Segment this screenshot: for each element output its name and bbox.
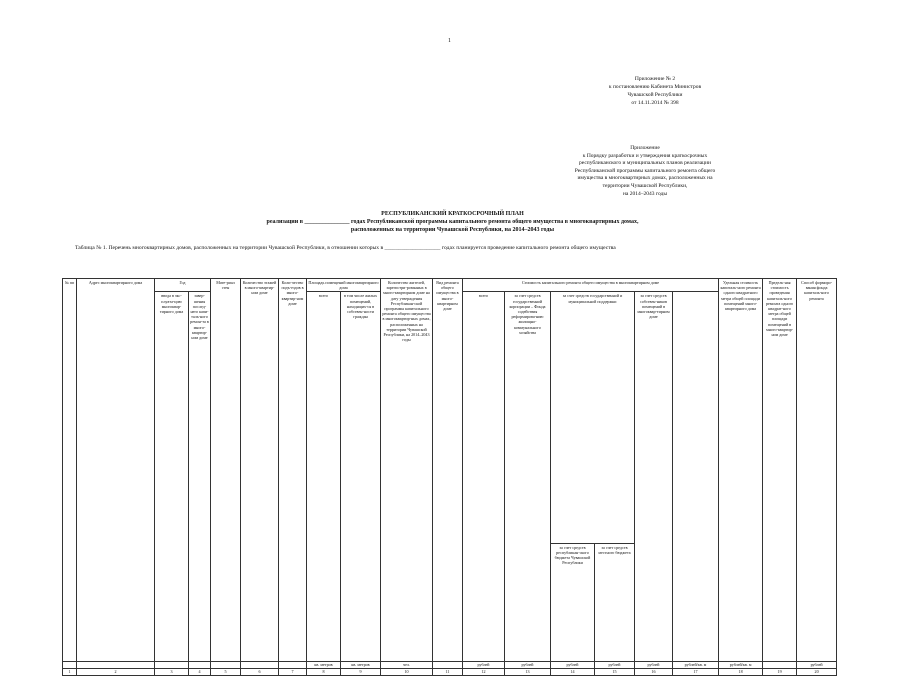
header-area-owned: в том числе жилых помещений, находящих-ся в собствен-ности граждан — [341, 292, 381, 661]
annex-line: Приложение № 2 — [634, 76, 676, 82]
page-number: 1 — [448, 38, 451, 44]
unit-cost-republic: рублей — [551, 661, 595, 668]
column-number: 13 — [505, 668, 551, 675]
header-area-total: всего — [307, 292, 341, 661]
appendix-line: имущества в многоквартирных домах, расположенных на — [577, 175, 713, 182]
header-cost-budgets: за счет средств государственной и муниципальной поддержки — [551, 292, 635, 543]
appendix-line: Приложение — [630, 145, 660, 151]
unit-unit-cost: рублей/кв. м — [673, 661, 719, 668]
unit-cell — [155, 661, 189, 668]
appendix-line: территории Чувашской Республики, — [602, 182, 688, 189]
annex-line: Чувашской Республики — [627, 92, 683, 98]
appendix-header — [540, 145, 750, 198]
unit-area-total: кв. метров — [307, 661, 341, 668]
header-repair-type: Вид ремонта общего имущества в много-квартирном доме — [433, 279, 463, 662]
unit-cell — [241, 661, 279, 668]
appendix-line: Республиканской программы капитального ремонта общего — [574, 167, 716, 174]
annex-line: от 14.11.2014 № 398 — [631, 100, 679, 106]
appendix-line: республиканского и муниципальных планов реализации — [579, 160, 711, 167]
header-no: № пп — [63, 279, 77, 662]
unit-cell — [189, 661, 211, 668]
unit-cost-total: рублей — [463, 661, 505, 668]
title-line-2: реализации в _______________ годах Республиканской программы капитального ремонта общего имущества в многоквартирных домах, — [266, 219, 639, 225]
unit-cell — [279, 661, 307, 668]
header-cost-republic-budget: за счет средств республикан-ского бюджета Чувашской Республики — [551, 543, 595, 661]
unit-max-cost: рублей/кв. м — [719, 661, 763, 668]
units-row — [63, 661, 837, 668]
column-number: 20 — [797, 668, 837, 675]
unit-cost-local: рублей — [595, 661, 635, 668]
header-entrances: Коли-чество подъ-ездов в много-квартир-ном доме — [279, 279, 307, 662]
column-number: 12 — [463, 668, 505, 675]
plan-table — [62, 278, 837, 676]
unit-cell — [77, 661, 155, 668]
column-number: 14 — [551, 668, 595, 675]
header-cost-fund: за счет средств государственной корпорации – Фонда содействия реформирова-нию жилищно-коммунального хозяйства — [505, 292, 551, 661]
column-number: 10 — [381, 668, 433, 675]
header-address: Адрес многоквартирного дома — [77, 279, 155, 662]
column-number: 3 — [155, 668, 189, 675]
column-number: 5 — [211, 668, 241, 675]
column-number: 7 — [279, 668, 307, 675]
header-cost-owners: за счет средств собствен-ников помещений в многоквар-тирном доме — [635, 292, 673, 661]
header-residents: Количество жителей, зарегистри-рованных в много-квартирном доме на дату утверждения Республикан-ской программы капитального ремонта общего имущества в многоквартир-ных домах, расположенных на территории Чувашской Республики, на 2014–2043 годы — [381, 279, 433, 662]
appendix-line: на 2014–2043 годы — [622, 190, 668, 197]
unit-cost-owners: рублей — [635, 661, 673, 668]
annex-line: к постановлению Кабинета Министров — [608, 84, 702, 90]
header-cost-total: всего — [463, 292, 505, 661]
header-area: Площадь помещений многоквартирного дома — [308, 280, 379, 291]
column-number: 1 — [63, 668, 77, 675]
column-number: 2 — [77, 668, 155, 675]
header-cost-local-budget: за счет средств местного бюджета — [595, 543, 635, 661]
header-fund-method: Способ формиро-вания фонда капиталь-ного ремонта — [797, 279, 837, 662]
header-floors: Количество этажей в много-квартир-ном доме — [241, 279, 279, 662]
annex-header — [560, 75, 750, 107]
column-number: 19 — [763, 668, 797, 675]
unit-cell — [211, 661, 241, 668]
column-number: 18 — [719, 668, 763, 675]
header-max-cost: Предель-ная стоимость проведения капиталь-ного ремонта одного квадрат-ного метра общей площади помещений в много-квартир-ном доме — [763, 279, 797, 662]
unit-cell — [763, 661, 797, 668]
unit-cell — [433, 661, 463, 668]
unit-min-fund: рублей — [797, 661, 837, 668]
header-wall-material: Мате-риал стен — [211, 279, 241, 662]
column-number: 4 — [189, 668, 211, 675]
header-year-last-repair: завер-шения послед-него капи-таль-ного ремон-та в много-квартир-ном доме — [189, 292, 211, 661]
header-year-commission: ввода в экс-плуата-цию многоквар-тирного дома — [155, 292, 189, 661]
appendix-line: к Порядку разработки и утверждения краткосрочных — [582, 152, 708, 159]
header-cost: Стоимость капитального ремонта общего имущества в многоквартирном доме — [463, 279, 719, 292]
unit-residents: чел. — [381, 661, 433, 668]
table-caption: Таблица № 1. Перечень многоквартирных домов, расположенных на территории Чувашской Республики, в отношении которых в ____________________ годах планируется проведение капитального ремонта общего имущества — [75, 245, 616, 251]
document-title — [190, 210, 715, 234]
column-number: 16 — [635, 668, 673, 675]
unit-area-owned: кв. метров — [341, 661, 381, 668]
header-year: Год — [155, 279, 211, 292]
header-unit-cost: Удельная стоимость капиталь-ного ремонта одного квадратного метра общей площади помещений много-квартирного дома — [719, 279, 763, 662]
title-line-3: расположенных на территории Чувашской Республики, на 2014–2043 годы — [350, 227, 555, 233]
column-number: 17 — [673, 668, 719, 675]
column-number: 6 — [241, 668, 279, 675]
column-number: 11 — [433, 668, 463, 675]
unit-cell — [63, 661, 77, 668]
unit-cost-fund: рублей — [505, 661, 551, 668]
column-number: 9 — [341, 668, 381, 675]
column-number: 8 — [307, 668, 341, 675]
column-number: 15 — [595, 668, 635, 675]
title-line-1: РЕСПУБЛИКАНСКИЙ КРАТКОСРОЧНЫЙ ПЛАН — [381, 211, 524, 217]
column-numbers-row — [63, 668, 837, 675]
